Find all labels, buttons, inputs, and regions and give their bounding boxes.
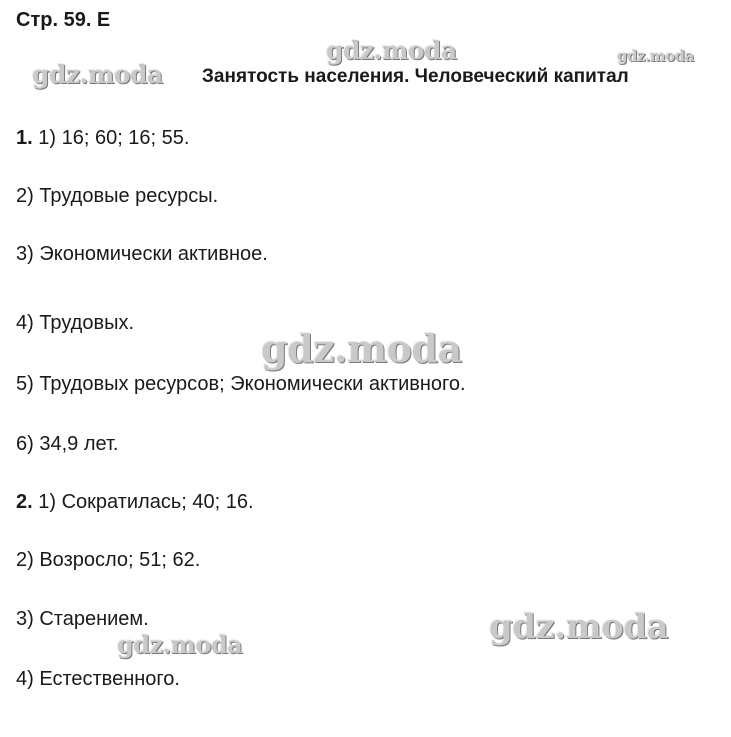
watermark: gdz.moda (326, 36, 457, 65)
watermark: gdz.moda (617, 47, 694, 65)
page-header: Стр. 59. Е (16, 9, 111, 31)
answer-text: 1) Сократилась; 40; 16. (38, 491, 254, 513)
watermark: gdz.moda (261, 326, 462, 371)
watermark: gdz.moda (32, 60, 163, 89)
answer-line (16, 312, 134, 335)
answer-text: 5) Трудовых ресурсов; Экономически активного. (16, 373, 466, 395)
answer-text: 3) Экономически активное. (16, 243, 268, 265)
answer-text: 4) Естественного. (16, 668, 180, 690)
watermark: gdz.moda (489, 607, 669, 647)
watermark: gdz.moda (117, 630, 243, 659)
answer-text: 3) Старением. (16, 608, 149, 630)
answer-line (16, 491, 254, 514)
answer-line (16, 668, 180, 691)
answer-line (16, 127, 189, 150)
answer-text: 6) 34,9 лет. (16, 433, 119, 455)
answer-line (16, 608, 149, 631)
answer-line (16, 373, 466, 396)
answer-text: 4) Трудовых. (16, 312, 135, 334)
task-number: 1. (16, 127, 33, 149)
answer-text: 2) Возросло; 51; 62. (16, 549, 201, 571)
answer-line (16, 185, 218, 208)
answer-text: 2) Трудовые ресурсы. (16, 185, 219, 207)
answer-text: 1) 16; 60; 16; 55. (38, 127, 190, 149)
answer-line (16, 549, 200, 572)
answer-line (16, 433, 118, 456)
task-number: 2. (16, 491, 33, 513)
answer-line (16, 243, 268, 266)
page-title: Занятость населения. Человеческий капитал (202, 66, 629, 87)
